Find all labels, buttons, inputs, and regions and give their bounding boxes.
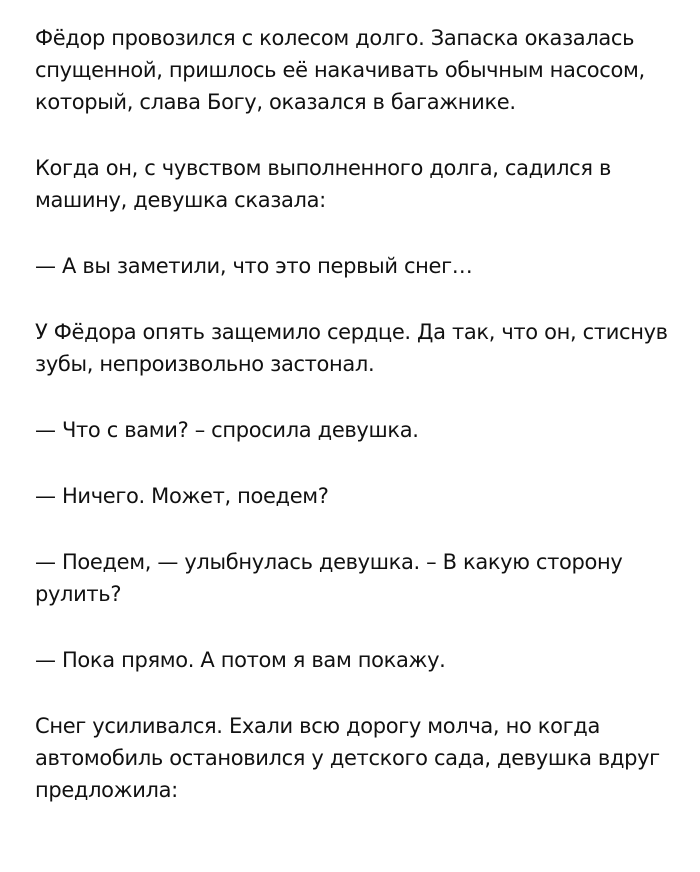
paragraph-9: Снег усиливался. Ехали всю дорогу молча, но когда автомобиль остановился у детского сада, девушка вдруг предложила: — [35, 714, 660, 802]
paragraph-5: — Что с вами? – спросила девушка. — [35, 418, 419, 442]
paragraph-4: У Фёдора опять защемило сердце. Да так, что он, стиснув зубы, непроизвольно застонал. — [35, 320, 668, 376]
paragraph-2: Когда он, с чувством выполненного долга, садился в машину, девушка сказала: — [35, 156, 611, 212]
paragraph-1: Фёдор провозился с колесом долго. Запаска оказалась спущенной, пришлось её накачивать обычным насосом, который, слава Богу, оказался в багажнике. — [35, 26, 645, 114]
paragraph-6: — Ничего. Может, поедем? — [35, 484, 329, 508]
paragraph-7: — Поедем, — улыбнулась девушка. – В какую сторону рулить? — [35, 550, 623, 606]
paragraph-8: — Пока прямо. А потом я вам покажу. — [35, 648, 446, 672]
paragraph-3: — А вы заметили, что это первый снег… — [35, 254, 473, 278]
